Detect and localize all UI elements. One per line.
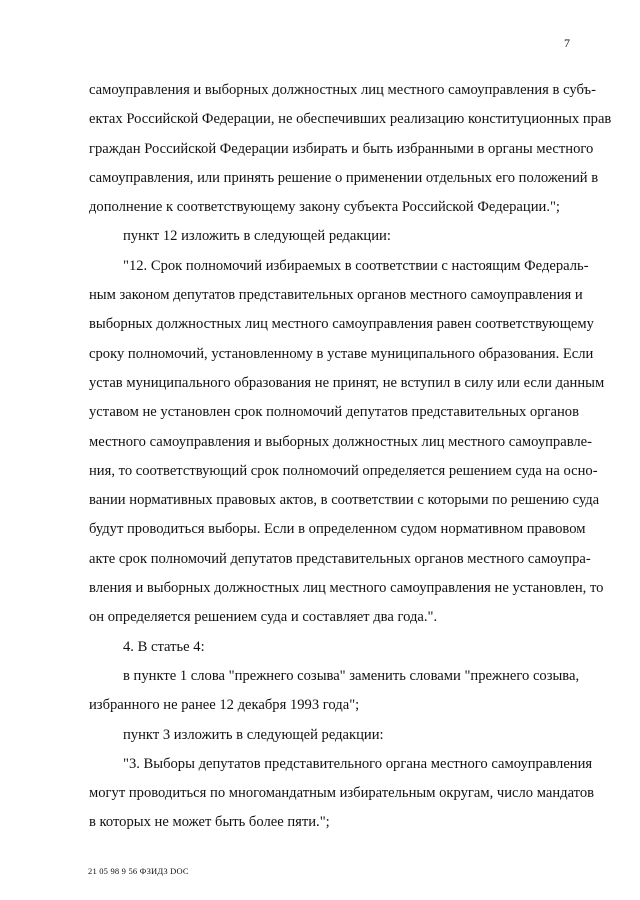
text-line: 4. В статье 4:	[123, 638, 205, 655]
text-line: ектах Российской Федерации, не обеспечивших реализацию конституционных прав	[89, 111, 612, 128]
text-line: будут проводиться выборы. Если в определенном судом нормативном правовом	[89, 521, 586, 538]
text-line: сроку полномочий, установленному в уставе муниципального образования. Если	[89, 345, 594, 362]
text-line: граждан Российской Федерации избирать и быть избранными в органы местного	[89, 140, 594, 157]
text-line: в которых не может быть более пяти.";	[89, 814, 330, 831]
text-line: вании нормативных правовых актов, в соответствии с которыми по решению суда	[89, 492, 600, 509]
text-line: ным законом депутатов представительных органов местного самоуправления и	[89, 287, 583, 304]
page-number: 7	[564, 36, 570, 50]
text-line: "3. Выборы депутатов представительного органа местного самоуправления	[123, 755, 593, 772]
text-line: самоуправления, или принять решение о применении отдельных его положений в	[89, 169, 599, 186]
text-line: ния, то соответствующий срок полномочий определяется решением суда на осно-	[89, 462, 598, 479]
text-line: самоуправления и выборных должностных лиц местного самоуправления в субъ-	[89, 82, 596, 98]
document-footer: 21 05 98 9 56 ФЗИД3 DOC	[88, 866, 189, 876]
text-line: дополнение к соответствующему закону субъекта Российской Федерации.";	[89, 199, 560, 216]
text-line: он определяется решением суда и составляет два года.".	[89, 609, 438, 626]
text-line: местного самоуправления и выборных должностных лиц местного самоуправле-	[89, 433, 593, 450]
text-line: акте срок полномочий депутатов представительных органов местного самоупра-	[89, 550, 591, 567]
document-text	[89, 76, 612, 838]
text-line: вления и выборных должностных лиц местного самоуправления не установлен, то	[89, 580, 604, 597]
text-line: уставом не установлен срок полномочий депутатов представительных органов	[89, 404, 579, 421]
text-line: в пункте 1 слова "прежнего созыва" заменить словами "прежнего созыва,	[123, 667, 580, 684]
text-line: устав муниципального образования не принят, не вступил в силу или если данным	[89, 374, 605, 391]
text-line: избранного не ранее 12 декабря 1993 года";	[89, 697, 360, 714]
text-line: пункт 3 изложить в следующей редакции:	[123, 726, 384, 743]
text-line: выборных должностных лиц местного самоуправления равен соответствующему	[89, 316, 594, 333]
text-line: могут проводиться по многомандатным избирательным округам, число мандатов	[89, 785, 595, 802]
text-line: пункт 12 изложить в следующей редакции:	[123, 228, 391, 245]
text-line: "12. Срок полномочий избираемых в соответствии с настоящим Федераль-	[123, 257, 589, 274]
